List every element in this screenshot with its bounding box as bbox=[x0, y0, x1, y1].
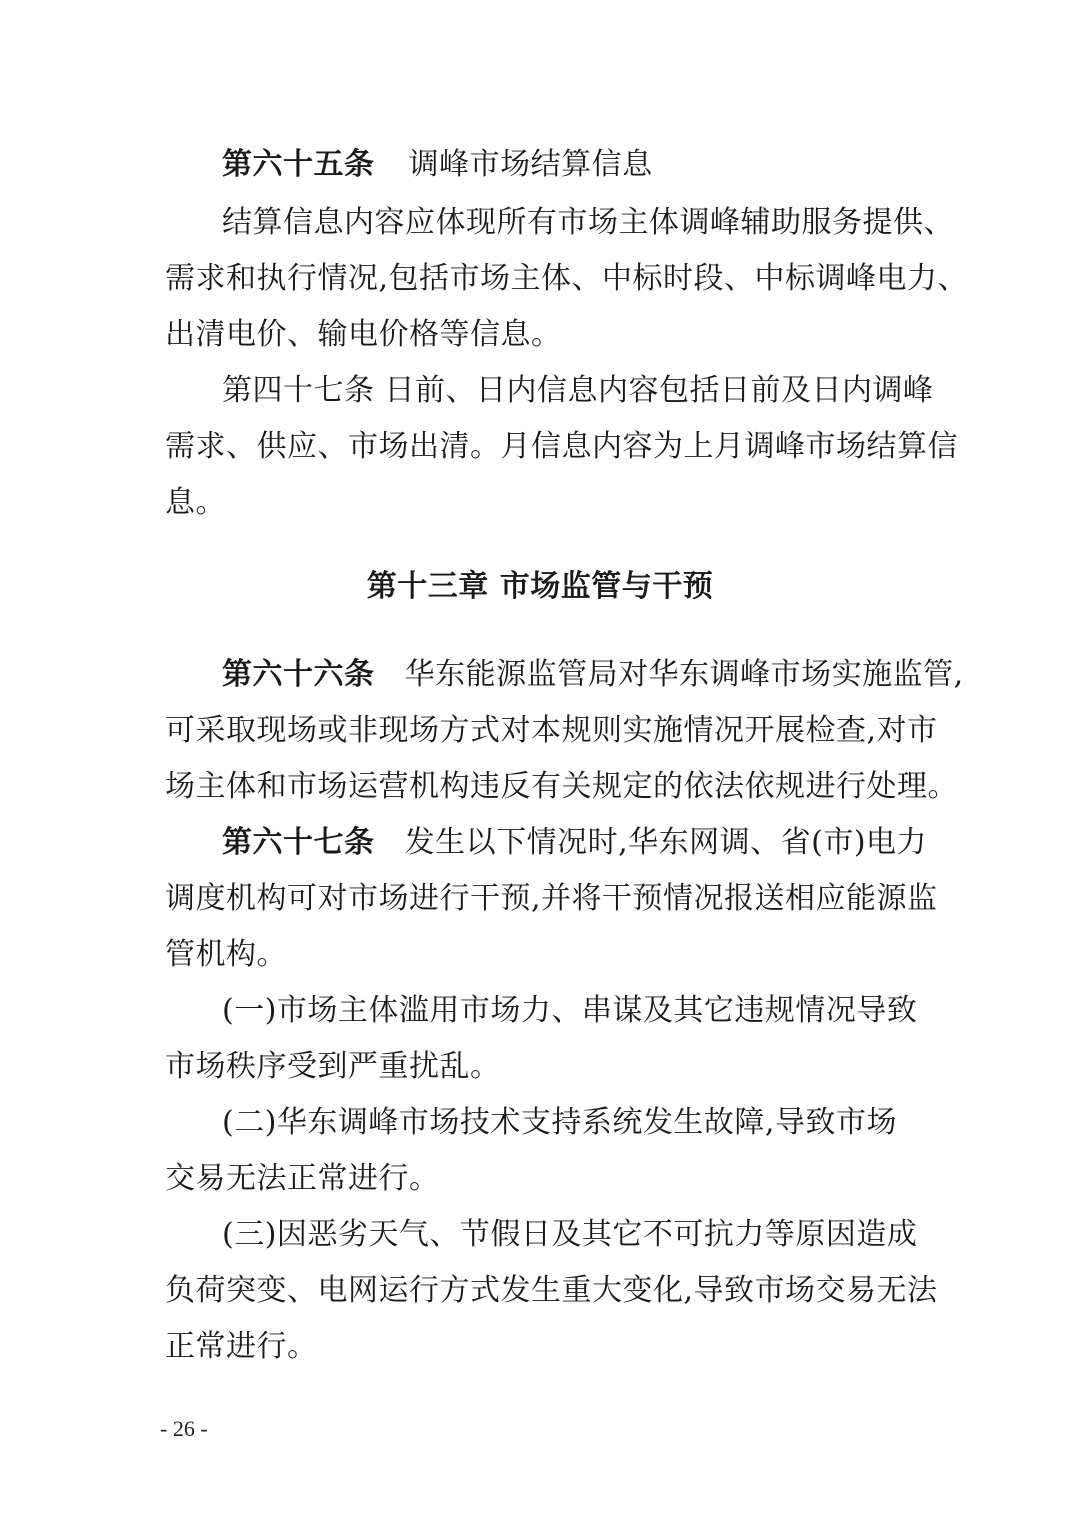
article-47-line-3: 息。 bbox=[165, 485, 226, 520]
article-65-title: 调峰市场结算信息 bbox=[408, 147, 653, 182]
article-67-first-line-text: 发生以下情况时,华东网调、省(市)电力 bbox=[404, 825, 928, 860]
chapter-13-title: 第十三章 市场监管与干预 bbox=[366, 569, 714, 604]
item-1-line-2: 市场秩序受到严重扰乱。 bbox=[165, 1049, 501, 1084]
article-67-line-3: 管机构。 bbox=[165, 937, 287, 972]
article-65-label: 第六十五条 bbox=[222, 147, 375, 182]
item-2-line-2: 交易无法正常进行。 bbox=[165, 1161, 440, 1196]
item-3-line-2: 负荷突变、电网运行方式发生重大变化,导致市场交易无法 bbox=[165, 1273, 938, 1308]
item-3-line-3: 正常进行。 bbox=[165, 1329, 318, 1364]
article-65-line-2: 需求和执行情况,包括市场主体、中标时段、中标调峰电力、 bbox=[165, 261, 969, 296]
article-66-line-1 bbox=[222, 656, 964, 694]
article-66-first-line-text: 华东能源监管局对华东调峰市场实施监管, bbox=[404, 657, 964, 692]
article-66-line-3: 场主体和市场运营机构违反有关规定的依法依规进行处理。 bbox=[165, 769, 958, 804]
article-65-heading bbox=[222, 146, 653, 184]
article-66-label: 第六十六条 bbox=[222, 657, 375, 692]
article-67-line-2: 调度机构可对市场进行干预,并将干预情况报送相应能源监 bbox=[165, 881, 938, 916]
article-47-line-2: 需求、供应、市场出清。月信息内容为上月调峰市场结算信 bbox=[165, 429, 958, 464]
item-1-line-1: (一)市场主体滥用市场力、串谋及其它违规情况导致 bbox=[222, 993, 918, 1028]
article-47-line-1: 第四十七条 日前、日内信息内容包括日前及日内调峰 bbox=[222, 373, 934, 408]
article-65-line-1: 结算信息内容应体现所有市场主体调峰辅助服务提供、 bbox=[222, 205, 954, 240]
item-2-line-1: (二)华东调峰市场技术支持系统发生故障,导致市场 bbox=[222, 1105, 897, 1140]
article-67-line-1 bbox=[222, 824, 927, 862]
article-67-label: 第六十七条 bbox=[222, 825, 375, 860]
article-65-line-3: 出清电价、输电价格等信息。 bbox=[165, 317, 562, 352]
article-66-line-2: 可采取现场或非现场方式对本规则实施情况开展检查,对市 bbox=[165, 713, 938, 748]
item-3-line-1: (三)因恶劣天气、节假日及其它不可抗力等原因造成 bbox=[222, 1217, 918, 1252]
page-number: - 26 - bbox=[160, 1416, 208, 1441]
